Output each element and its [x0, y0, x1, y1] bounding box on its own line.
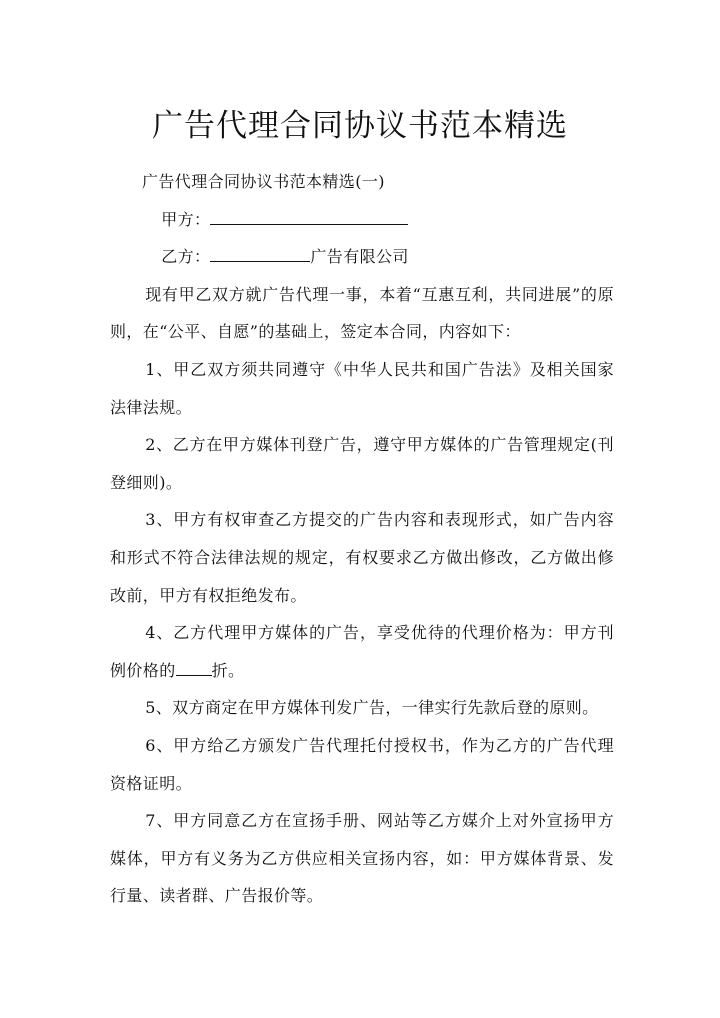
party-a-line: [110, 201, 614, 239]
discount-blank: [176, 658, 212, 676]
clause-2: 2、乙方在甲方媒体刊登广告，遵守甲方媒体的广告管理规定(刊登细则)。: [110, 435, 614, 492]
clause-7: 7、甲方同意乙方在宣扬手册、网站等乙方媒介上对外宣扬甲方媒体，甲方有义务为乙方供应相关宣扬内容，如：甲方媒体背景、发行量、读者群、广告报价等。: [110, 811, 614, 906]
clause-6: 6、甲方给乙方颁发广告代理托付授权书，作为乙方的广告代理资格证明。: [110, 735, 614, 793]
party-b-blank: [210, 244, 310, 262]
party-b-suffix: 广告有限公司: [310, 247, 409, 267]
party-a-label: 甲方：: [161, 209, 211, 229]
document-body: [110, 163, 614, 915]
intro-paragraph: 现有甲乙双方就广告代理一事，本着“互惠互利，共同进展”的原则，在“公平、自愿”的基础上，签定本合同，内容如下：: [110, 284, 614, 342]
clause-4-suffix: 折。: [211, 660, 245, 680]
party-a-blank: [210, 207, 408, 225]
party-b-line: [110, 238, 614, 276]
document-subtitle: 广告代理合同协议书范本精选(一): [142, 172, 385, 191]
clause-4: [110, 614, 614, 689]
document-title: 广告代理合同协议书范本精选: [152, 108, 568, 144]
clause-5: 5、双方商定在甲方媒体刊发广告，一律实行先款后登的原则。: [145, 698, 599, 718]
party-b-label: 乙方：: [161, 247, 211, 267]
clause-4-text: 4、乙方代理甲方媒体的广告，享受优待的代理价格为：甲方刊例价格的: [110, 623, 614, 680]
clause-3: 3、甲方有权审查乙方提交的广告内容和表现形式，如广告内容和形式不符合法律法规的规定，有权要求乙方做出修改，乙方做出修改前，甲方有权拒绝发布。: [110, 510, 614, 605]
clause-1: 1、甲乙双方须共同遵守《中华人民共和国广告法》及相关国家法律法规。: [110, 359, 614, 417]
